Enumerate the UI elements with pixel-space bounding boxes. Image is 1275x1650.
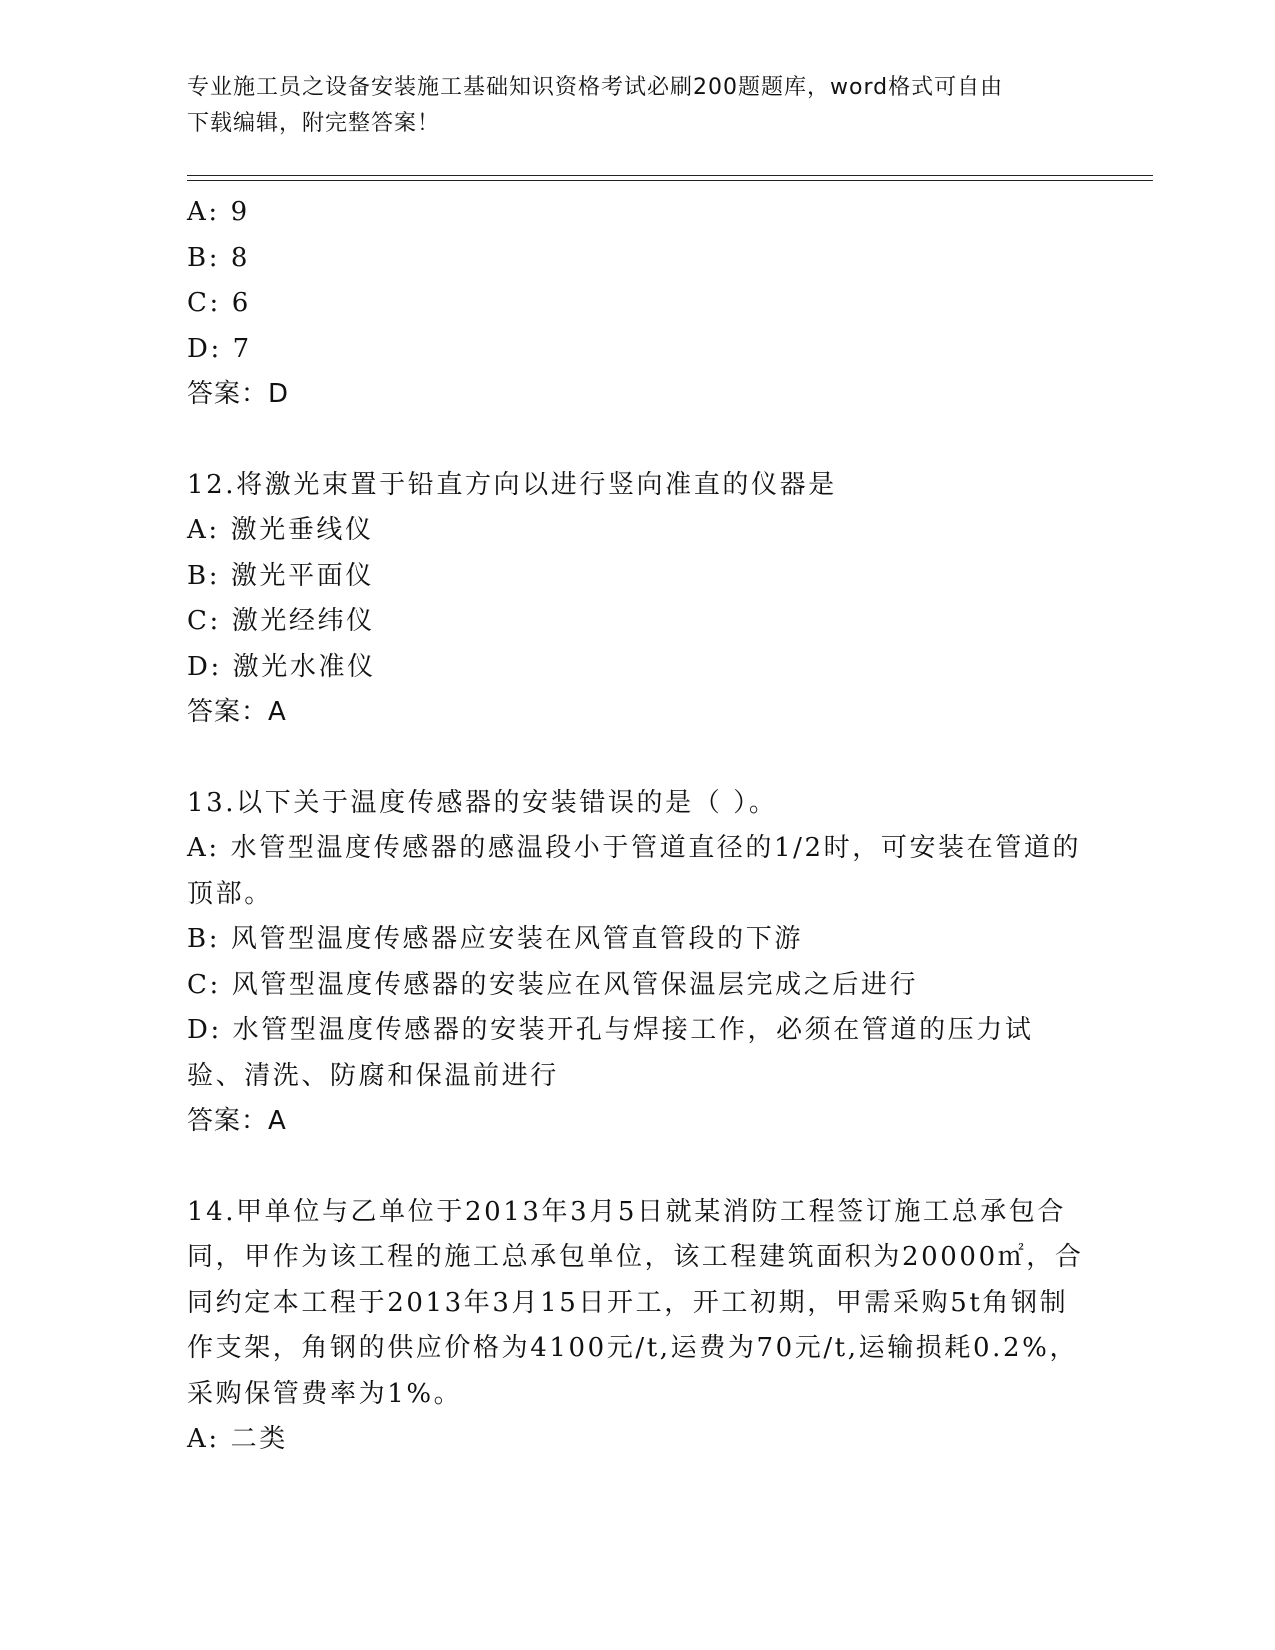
option-c: C: 激光经纬仪 [187, 606, 375, 636]
question-12 [187, 463, 1087, 736]
option-a: A: 二类 [187, 1424, 288, 1454]
option-b: B: 风管型温度传感器应安装在风管直管段的下游 [187, 924, 803, 954]
option-b: B: 8 [187, 242, 251, 273]
question-text: 13.以下关于温度传感器的安装错误的是（ ）。 [187, 787, 778, 818]
question-text: 14.甲单位与乙单位于2013年3月5日就某消防工程签订施工总承包合同，甲作为该工程的施工总承包单位，该工程建筑面积为20000㎡，合同约定本工程于2013年3月15日开工，开工初期，甲需采购5t角钢制作支架，角钢的供应价格为4100元/t,运费为70元/t,运输损耗0.2%，采购保管费率为1%。 [187, 1196, 1084, 1409]
option-c: C: 6 [187, 288, 251, 318]
question-14 [187, 1190, 1087, 1463]
option-a: A: 水管型温度传感器的感温段小于管道直径的1/2时，可安装在管道的顶部。 [187, 833, 1082, 909]
question-list [187, 190, 1087, 1463]
option-c: C: 风管型温度传感器的安装应在风管保温层完成之后进行 [187, 969, 919, 1000]
spacer [187, 1145, 1087, 1190]
question-13 [187, 781, 1087, 1145]
question-text: 12.将激光束置于铅直方向以进行竖向准直的仪器是 [187, 469, 837, 500]
option-a: A: 激光垂线仪 [187, 515, 374, 545]
answer: 答案：A [187, 1106, 287, 1136]
header-divider [187, 175, 1153, 181]
option-d: D: 激光水准仪 [187, 651, 376, 682]
option-a: A: 9 [187, 197, 250, 227]
option-b: B: 激光平面仪 [187, 560, 374, 591]
answer: 答案：D [187, 379, 290, 409]
answer: 答案：A [187, 697, 287, 727]
question-11-tail [187, 190, 1087, 418]
header-title-line-1: 专业施工员之设备安装施工基础知识资格考试必刷200题题库，word格式可自由 [187, 75, 1004, 100]
header-title-line-2: 下载编辑，附完整答案！ [187, 111, 441, 136]
option-d: D: 水管型温度传感器的安装开孔与焊接工作，必须在管道的压力试验、清洗、防腐和保温前进行 [187, 1015, 1034, 1091]
spacer [187, 736, 1087, 781]
page-header [187, 70, 1067, 142]
option-d: D: 7 [187, 333, 252, 364]
spacer [187, 418, 1087, 463]
